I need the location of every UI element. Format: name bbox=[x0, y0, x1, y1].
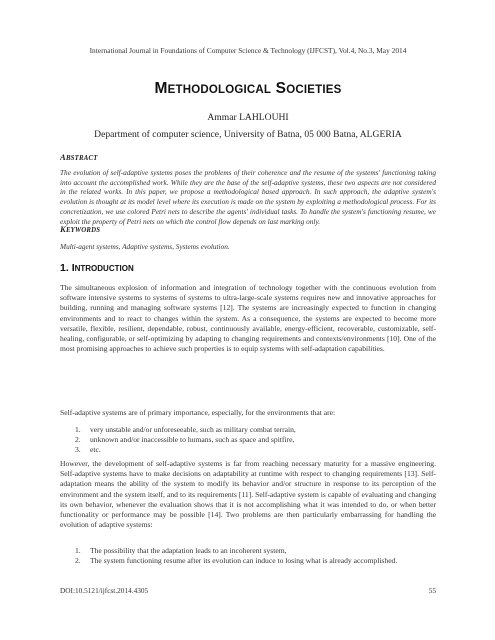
journal-header: International Journal in Foundations of Computer Science & Technology (IJFCST), Vol.4, No.3, May 2014 bbox=[89, 46, 407, 55]
list-item-text: The system functioning resume after its evolution can induce to losing what is already accomplished. bbox=[90, 556, 398, 566]
problems-list bbox=[60, 546, 436, 566]
paper-title bbox=[60, 80, 436, 98]
list-item-text: The possibility that the adaptation leads to an incoherent system, bbox=[90, 546, 287, 555]
keywords-text: Multi-agent systems, Adaptive systems, Systems evolution. bbox=[60, 242, 230, 251]
list-item-number: 3. bbox=[75, 445, 81, 455]
abstract-heading bbox=[60, 152, 98, 162]
introduction-heading-initial: I bbox=[71, 262, 75, 274]
abstract-heading-initial: A bbox=[60, 152, 66, 162]
introduction-paragraph-1: The simultaneous explosion of information and integration of technology together with the continuous evolution from software intensive systems to systems of systems to ultra-large-scale systems requires new and innovative approaches for building, running and managing software systems [12]. The systems are increasingly expected to function in changing environments and to react to changes within the system. As a consequence, the systems are expected to become more versatile, flexible, resilient, dependable, robust, continuously available, energy-efficient, recoverable, customizable, self-healing, configurable, or self-optimizing by adapting to changing requirements and contexts/environments [10]. One of the most promising approaches to achieve such properties is to equip systems with self-adaptation capabilities. bbox=[60, 283, 436, 354]
list-item-number: 2. bbox=[75, 556, 81, 566]
abstract-heading-rest: BSTRACT bbox=[65, 155, 98, 162]
author-name: Ammar LAHLOUHI bbox=[207, 112, 289, 123]
page-number: 55 bbox=[428, 586, 436, 595]
list-item-number: 1. bbox=[75, 425, 81, 434]
introduction-heading-rest: NTRODUCTION bbox=[74, 264, 134, 273]
title-rest-2: OCIETIES bbox=[286, 84, 342, 96]
introduction-heading-number: 1. bbox=[60, 262, 69, 274]
introduction-paragraph-2: Self-adaptive systems are of primary importance, especially, for the environments that are: bbox=[60, 408, 336, 417]
list-item-number: 1. bbox=[75, 546, 81, 555]
list-item bbox=[60, 425, 436, 435]
list-item-number: 2. bbox=[75, 435, 81, 445]
keywords-heading-initial: K bbox=[60, 224, 66, 234]
list-item bbox=[60, 546, 436, 556]
title-initial-1: M bbox=[154, 80, 168, 97]
title-rest-1: ETHODOLOGICAL bbox=[167, 84, 272, 96]
footer-doi: DOI:10.5121/ijfcst.2014.4305 bbox=[60, 586, 149, 595]
keywords-heading-rest: EYWORDS bbox=[65, 227, 101, 234]
introduction-paragraph-3: However, the development of self-adaptive systems is far from reaching necessary maturity for a massive engineering. Self-adaptive systems have to make decisions on adaptability at runtime with respect to changing requirements [13]. Self-adaptation means the ability of the system to modify its behavior and/or structure in response to its perception of the environment and the system itself, and to its requirements [11]. Self-adaptive system is capable of evaluating and changing its own behavior, whenever the evaluation shows that it is not accomplishing what it was intended to do, or when better functionality or performance may be possible [14]. Two problems are then particularly embarrassing for handling the evolution of adaptive systems: bbox=[60, 459, 436, 530]
author-affiliation: Department of computer science, University of Batna, 05 000 Batna, ALGERIA bbox=[94, 129, 402, 140]
keywords-heading bbox=[60, 224, 100, 234]
list-item-text: unknown and/or inaccessible to humans, such as space and spitfire, bbox=[90, 435, 295, 445]
list-item bbox=[60, 435, 436, 445]
title-initial-2: S bbox=[275, 80, 287, 97]
list-item bbox=[60, 556, 436, 566]
introduction-heading bbox=[60, 262, 134, 274]
environment-list bbox=[60, 425, 436, 456]
list-item-text: etc. bbox=[90, 445, 101, 455]
list-item bbox=[60, 445, 436, 455]
list-item-text: very unstable and/or unforeseeable, such as military combat terrain, bbox=[90, 425, 296, 434]
abstract-text: The evolution of self-adaptive systems poses the problems of their coherence and the resume of the systems' functioning taking into account the accomplished work. While they are the base of the self-adaptive systems, these two aspects are not considered in the related works. In this paper, we propose a methodological based approach. In such approach, the adaptive system's evolution is thought at its model level where its execution is made on the system by exploiting a methodological process. For its concretization, we use colored Petri nets to describe the agents' individual tasks. To handle the system's functioning resume, we exploit the property of Petri nets on which the control flow depends on last marking only. bbox=[60, 168, 436, 226]
